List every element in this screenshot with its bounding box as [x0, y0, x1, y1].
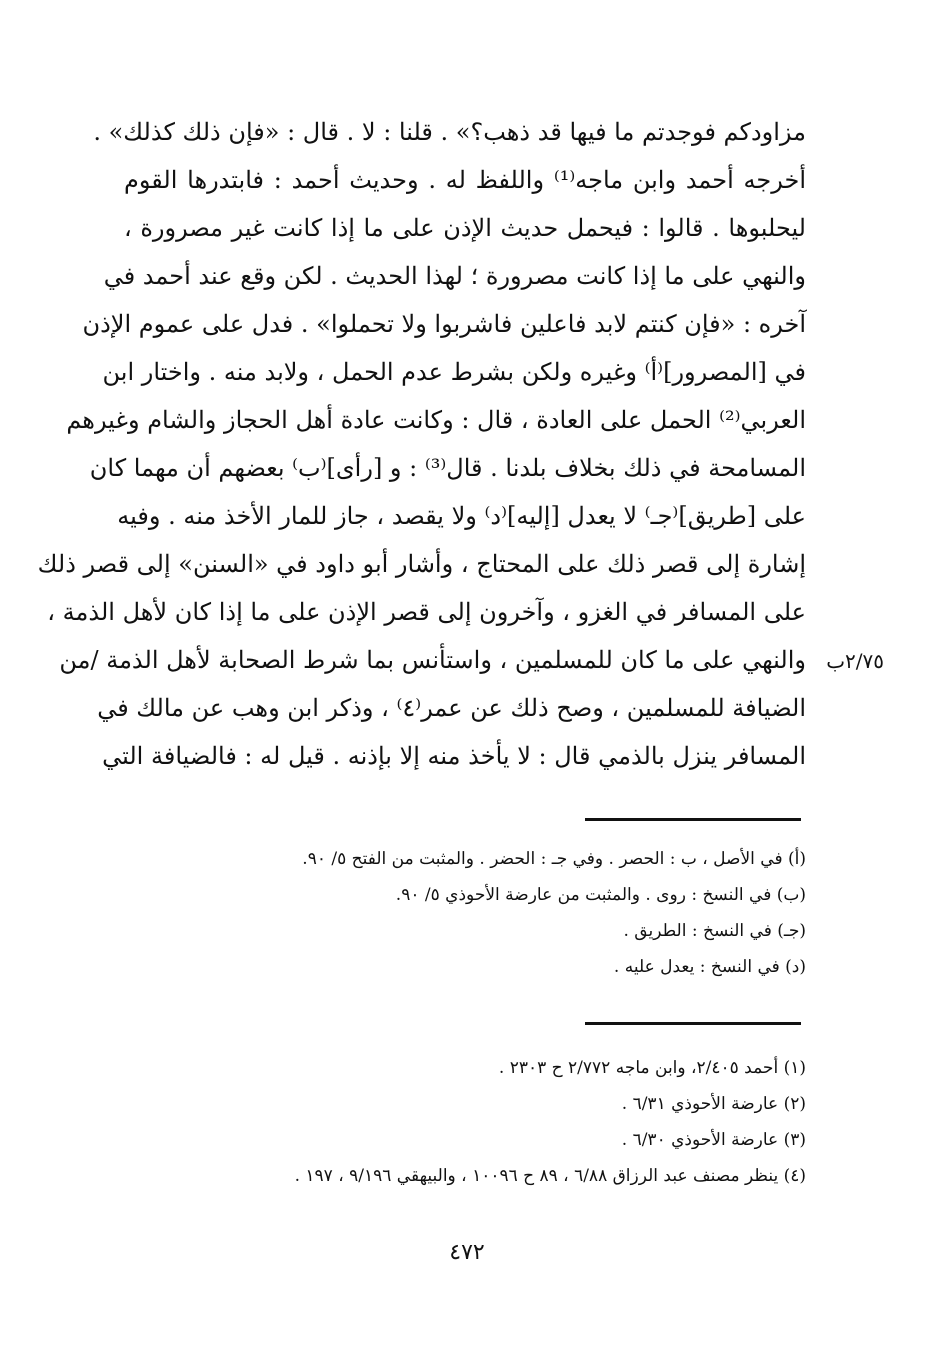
variant-note: (ب) في النسخ : روى . والمثبت من عارضة الأحوذي ٥/ ٩٠.: [395, 885, 806, 905]
footnote-divider: [585, 818, 801, 821]
text-line: العربي⁽²⁾ الحمل على العادة ، قال : وكانت عادة أهل الحجاز والشام وغيرهم: [66, 406, 806, 434]
text-line: مزاودكم فوجدتم ما فيها قد ذهب؟» . قلنا : لا . قال : «فإن ذلك كذلك» .: [93, 118, 806, 146]
text-line: والنهي على ما كان للمسلمين ، واستأنس بما شرط الصحابة لأهل الذمة /من: [59, 646, 806, 674]
source-note: (٤) ينظر مصنف عبد الرزاق ٦/٨٨ ، ٨٩ ح ١٠٠٩٦ ، والبيهقي ٩/١٩٦ ، ١٩٧ .: [294, 1166, 806, 1186]
source-note: (١) أحمد ٢/٤٠٥، وابن ماجه ٢/٧٧٢ ح ٢٣٠٣ .: [498, 1058, 806, 1078]
text-line: المسامحة في ذلك بخلاف بلدنا . قال⁽³⁾ : و [رأى]⁽ب⁾ بعضهم أن مهما كان: [89, 454, 806, 482]
source-note: (٣) عارضة الأحوذي ٦/٣٠ .: [621, 1130, 806, 1150]
text-line: في [المصرور]⁽أ⁾ وغيره ولكن بشرط عدم الحمل ، ولابد منه . واختار ابن: [102, 358, 806, 386]
variant-notes: [124, 841, 806, 985]
source-note: (٢) عارضة الأحوذي ٦/٣١ .: [621, 1094, 806, 1114]
variant-note: (د) في النسخ : يعدل عليه .: [613, 957, 806, 977]
manuscript-folio-marker: ٢/٧٥ب: [826, 649, 884, 673]
text-line: على [طريق]⁽جـ⁾ لا يعدل [إليه]⁽د⁾ ولا يقصد ، جاز للمار الأخذ منه . وفيه: [117, 502, 806, 530]
text-line: إشارة إلى قصر ذلك على المحتاج ، وأشار أبو داود في «السنن» إلى قصر ذلك: [37, 550, 806, 578]
page-number: ٤٧٢: [449, 1240, 485, 1265]
text-line: أخرجه أحمد وابن ماجه⁽¹⁾ واللفظ له . وحديث أحمد : فابتدرها القوم: [124, 166, 806, 194]
variant-note: (جـ) في النسخ : الطريق .: [623, 921, 806, 941]
text-line: على المسافر في الغزو ، وآخرون إلى قصر الإذن على ما إذا كان لأهل الذمة ،: [47, 598, 806, 626]
footnote-divider: [585, 1022, 801, 1025]
text-line: آخره : «فإن كنتم لابد فاعلين فاشربوا ولا تحملوا» . فدل على عموم الإذن: [82, 310, 806, 338]
text-line: والنهي على ما إذا كانت مصرورة ؛ لهذا الحديث . لكن وقع عند أحمد في: [103, 262, 806, 290]
text-line: الضيافة للمسلمين ، وصح ذلك عن عمر⁽٤⁾ ، وذكر ابن وهب عن مالك في: [97, 694, 806, 722]
variant-note: (أ) في الأصل ، ب : الحصر . وفي جـ : الحضر . والمثبت من الفتح ٥/ ٩٠.: [302, 849, 806, 869]
text-line: ليحلبوها . قالوا : فيحمل حديث الإذن على ما إذا كانت غير مصرورة ،: [124, 214, 806, 242]
text-line: المسافر ينزل بالذمي قال : لا يأخذ منه إلا بإذنه . قيل له : فالضيافة التي: [102, 742, 806, 770]
main-text-block: [37, 108, 806, 780]
source-notes: [124, 1050, 806, 1194]
